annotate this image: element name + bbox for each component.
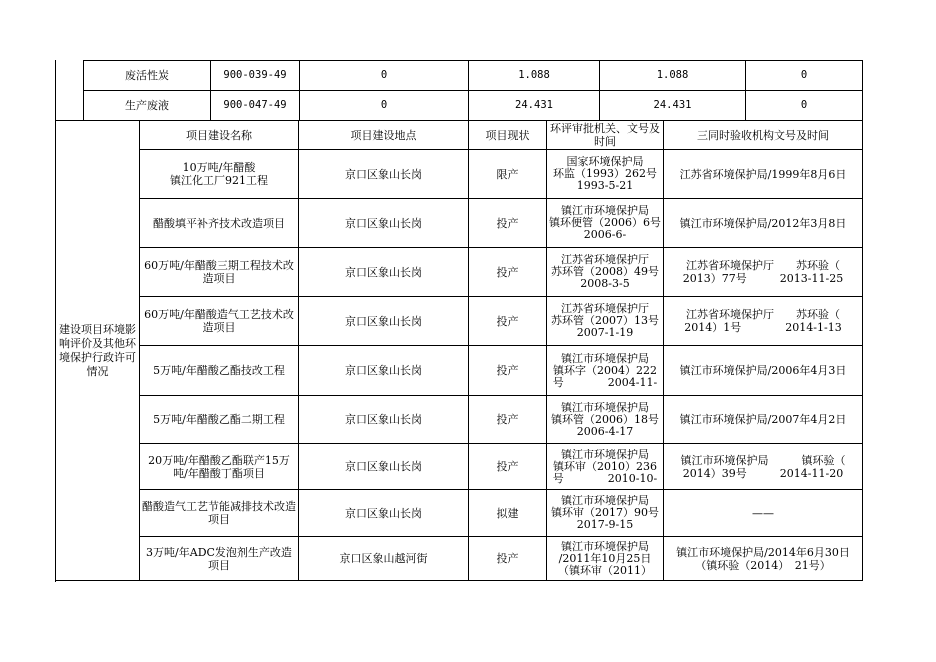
project-row: [56, 248, 863, 297]
project-approval: [547, 150, 664, 199]
acceptance-line-2: （镇环验（2014） 21号）: [695, 558, 831, 572]
project-location: [299, 248, 469, 297]
project-approval: [547, 199, 664, 248]
project-approval-text: 镇江市环境保护局 /2011年10月25日 （镇环审（2011）: [558, 540, 652, 577]
project-row: [56, 150, 863, 199]
project-status-text: 投产: [496, 216, 519, 230]
project-acceptance: [664, 248, 863, 297]
acceptance-line-1: ——: [752, 506, 774, 520]
project-approval: [547, 297, 664, 346]
project-status: [469, 537, 547, 581]
project-name: [140, 199, 299, 248]
section-label-cell: [56, 121, 140, 581]
project-location-text: 京口区象山长岗: [345, 364, 422, 377]
acceptance-line-1: 镇江市环境保护局/2012年3月8日: [679, 216, 847, 230]
project-location-text: 京口区象山长岗: [345, 506, 422, 520]
project-approval-text: 镇江市环境保护局 镇环审（2010）236号 2010-10-: [552, 448, 658, 485]
acceptance-line-1: 镇江市环境保护局/2014年6月30日: [676, 545, 850, 559]
project-acceptance: [664, 150, 863, 199]
project-acceptance: [664, 444, 863, 490]
project-status-text: 限产: [496, 167, 519, 181]
header-status: 项目现状: [469, 121, 547, 150]
project-name: [140, 537, 299, 581]
acceptance-line-2: 2014）39号 2014-11-20: [682, 466, 844, 480]
project-status: [469, 199, 547, 248]
project-approval-text: 镇江市环境保护局 镇环字（2004）222号 2004-11-: [552, 352, 658, 389]
project-approval: [547, 537, 664, 581]
project-location: [299, 297, 469, 346]
acceptance-line-2: 2013）77号 2013-11-25: [682, 272, 844, 285]
acceptance-line-1: 镇江市环境保护局/2007年4月2日: [679, 413, 847, 426]
waste-row: [84, 61, 863, 91]
project-location-text: 京口区象山长岗: [345, 265, 422, 279]
project-status-text: 投产: [496, 265, 519, 279]
project-row: [56, 537, 863, 581]
project-approval-text: 江苏省环境保护厅 苏环管（2007）13号 2007-1-19: [551, 303, 659, 339]
project-acceptance: [664, 537, 863, 581]
project-name-text: 醋酸造气工艺节能减排技术改造项目: [142, 500, 296, 526]
page-left-edge: [55, 540, 56, 582]
project-approval-text: 镇江市环境保护局 镇环管（2006）18号 2006-4-17: [551, 401, 659, 438]
waste-code: 900-039-49: [211, 61, 300, 91]
project-approval-text: 江苏省环境保护厅 苏环管（2008）49号 2008-3-5: [551, 254, 659, 290]
project-location-text: 京口区象山长岗: [345, 460, 422, 473]
project-name-text: 10万吨/年醋酸 镇江化工厂921工程: [170, 161, 268, 187]
project-approval: [547, 248, 664, 297]
project-name: [140, 297, 299, 346]
project-location-text: 京口区象山长岗: [345, 216, 422, 230]
acceptance-line-1: 镇江市环境保护局/2006年4月3日: [679, 364, 847, 377]
project-location: [299, 396, 469, 444]
project-location: [299, 537, 469, 581]
waste-value-4: 0: [746, 61, 863, 91]
waste-value-1: 0: [300, 61, 469, 91]
project-header-row: [56, 121, 863, 150]
project-status-text: 投产: [496, 413, 519, 426]
acceptance-line-1: 江苏省环境保护局/1999年8月6日: [679, 167, 847, 181]
project-name: [140, 396, 299, 444]
waste-value-2: 24.431: [469, 91, 600, 121]
header-location: 项目建设地点: [299, 121, 469, 150]
project-status: [469, 346, 547, 396]
project-name-text: 20万吨/年醋酸乙酯联产15万吨/年醋酸丁酯项目: [148, 453, 290, 480]
project-row: [56, 199, 863, 248]
project-status-text: 投产: [496, 552, 519, 565]
project-acceptance: [664, 346, 863, 396]
waste-name: 生产废液: [84, 91, 211, 121]
project-status: [469, 444, 547, 490]
waste-value-3: 24.431: [600, 91, 746, 121]
acceptance-line-1: 江苏省环境保护厅 苏环验（: [686, 308, 840, 321]
header-approval: 环评审批机关、文号及时间: [547, 121, 664, 150]
project-approval-text: 镇江市环境保护局 镇环审（2017）90号 2017-9-15: [551, 495, 659, 531]
project-name: [140, 248, 299, 297]
header-acceptance: 三同时验收机构文号及时间: [664, 121, 863, 150]
project-status-text: 拟建: [496, 506, 519, 520]
project-name-text: 3万吨/年ADC发泡剂生产改造项目: [146, 545, 292, 572]
project-status-text: 投产: [496, 314, 519, 328]
project-row: [56, 490, 863, 537]
project-row: [56, 444, 863, 490]
project-status: [469, 248, 547, 297]
project-status: [469, 297, 547, 346]
project-name: [140, 444, 299, 490]
project-approval: [547, 490, 664, 537]
header-name: 项目建设名称: [140, 121, 299, 150]
project-status: [469, 396, 547, 444]
project-acceptance: [664, 396, 863, 444]
acceptance-line-1: 江苏省环境保护厅 苏环验（: [686, 259, 840, 272]
section-label: 建设项目环境影响评价及其他环境保护行政许可情况: [59, 322, 136, 378]
project-approval: [547, 444, 664, 490]
project-location-text: 京口区象山长岗: [345, 314, 422, 328]
project-row: [56, 346, 863, 396]
project-location: [299, 444, 469, 490]
waste-table: [83, 60, 863, 121]
project-acceptance: [664, 490, 863, 537]
project-row: [56, 396, 863, 444]
project-acceptance: [664, 297, 863, 346]
project-status: [469, 150, 547, 199]
project-approval-text: 国家环境保护局 环监（1993）262号 1993-5-21: [553, 156, 657, 192]
waste-value-3: 1.088: [600, 61, 746, 91]
project-location-text: 京口区象山越河街: [339, 552, 428, 565]
acceptance-line-1: 镇江市环境保护局 镇环验（: [680, 453, 846, 467]
project-location: [299, 490, 469, 537]
acceptance-line-2: 2014）1号 2014-1-13: [684, 321, 842, 334]
project-acceptance: [664, 199, 863, 248]
waste-value-1: 0: [300, 91, 469, 121]
waste-code: 900-047-49: [211, 91, 300, 121]
project-name: [140, 490, 299, 537]
project-status-text: 投产: [496, 460, 519, 473]
project-status-text: 投产: [496, 364, 519, 377]
waste-row: [84, 91, 863, 121]
waste-value-2: 1.088: [469, 61, 600, 91]
project-location-text: 京口区象山长岗: [345, 167, 422, 181]
project-location: [299, 150, 469, 199]
project-location: [299, 346, 469, 396]
project-name-text: 60万吨/年醋酸三期工程技术改造项目: [144, 259, 294, 285]
project-approval: [547, 396, 664, 444]
project-name: [140, 346, 299, 396]
project-row: [56, 297, 863, 346]
project-location-text: 京口区象山长岗: [345, 413, 422, 426]
project-name-text: 醋酸填平补齐技术改造项目: [153, 216, 285, 230]
project-name: [140, 150, 299, 199]
project-name-text: 5万吨/年醋酸乙酯技改工程: [153, 364, 285, 377]
project-approval-text: 镇江市环境保护局 镇环便管（2006）6号 2006-6-: [549, 205, 661, 241]
project-location: [299, 199, 469, 248]
project-name-text: 60万吨/年醋酸造气工艺技术改造项目: [144, 308, 294, 334]
project-approval: [547, 346, 664, 396]
waste-value-4: 0: [746, 91, 863, 121]
project-table: [55, 120, 863, 581]
project-status: [469, 490, 547, 537]
waste-name: 废活性炭: [84, 61, 211, 91]
project-name-text: 5万吨/年醋酸乙酯二期工程: [153, 413, 285, 426]
